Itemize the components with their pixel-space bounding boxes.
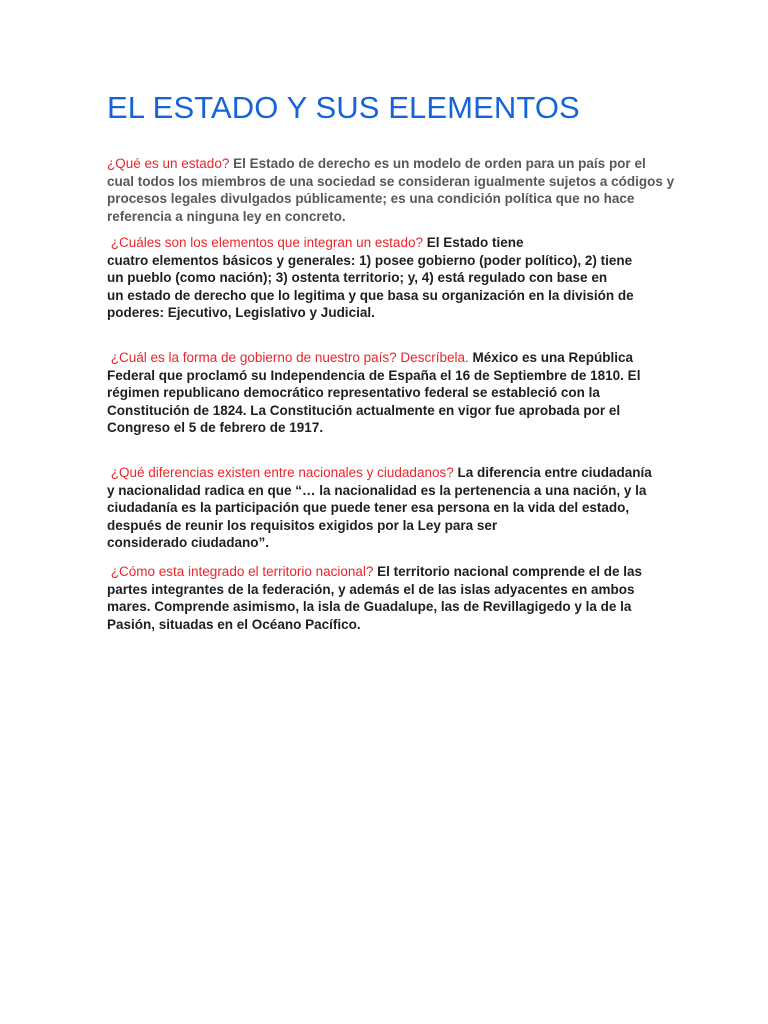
- section-answer-line: partes integrantes de la federación, y además el de las islas adyacentes en ambos: [107, 581, 635, 597]
- section-line: [107, 563, 667, 581]
- section-forma-gobierno: [107, 349, 667, 437]
- section-answer-line: Constitución de 1824. La Constitución actualmente en vigor fue aprobada por el: [107, 402, 621, 418]
- section-answer-line: El Estado de derecho es un modelo de orden para un país por el: [233, 156, 646, 171]
- section-answer-line: cual todos los miembros de una sociedad se consideran igualmente sujetos a códigos y: [107, 173, 675, 189]
- section-line: [107, 464, 667, 482]
- section-answer-line: mares. Comprende asimismo, la isla de Guadalupe, las de Revillagigedo y la de la: [107, 599, 632, 615]
- section-question: ¿Cuál es la forma de gobierno de nuestro país? Descríbela.: [110, 350, 469, 365]
- section-estado: [107, 155, 675, 225]
- section-answer-line: régimen republicano democrático representativo federal se estableció con la: [107, 385, 600, 401]
- section-answer-line: procesos legales divulgados públicamente; es una condición política que no hace: [107, 191, 635, 207]
- section-answer-line: El territorio nacional comprende el de las: [377, 564, 642, 579]
- section-elementos: [107, 234, 667, 322]
- section-answer-line: un pueblo (como nación); 3) ostenta territorio; y, 4) está regulado con base en: [107, 270, 608, 286]
- section-nacionales-ciudadanos: [107, 464, 667, 552]
- section-answer-line: La diferencia entre ciudadanía: [457, 465, 652, 480]
- section-question: ¿Cuáles son los elementos que integran un estado?: [110, 235, 423, 250]
- section-answer-line: Congreso el 5 de febrero de 1917.: [107, 420, 324, 436]
- section-answer-line: Pasión, situadas en el Océano Pacífico.: [107, 616, 361, 632]
- section-answer-line: considerado ciudadano”.: [107, 535, 270, 551]
- section-answer-line: después de reunir los requisitos exigidos por la Ley para ser: [107, 517, 498, 533]
- section-line: [107, 349, 667, 367]
- section-answer-line: cuatro elementos básicos y generales: 1) posee gobierno (poder político), 2) tiene: [107, 252, 633, 268]
- section-question: ¿Qué es un estado?: [107, 156, 230, 171]
- section-answer-line: un estado de derecho que lo legitima y que basa su organización en la división de: [107, 287, 634, 303]
- section-answer-line: referencia a ninguna ley en concreto.: [107, 208, 346, 224]
- section-question: ¿Cómo esta integrado el territorio nacional?: [110, 564, 374, 579]
- section-line: [107, 234, 667, 252]
- section-territorio: [107, 563, 667, 633]
- section-answer-line: ciudadanía es la participación que puede tener esa persona en la vida del estado,: [107, 500, 630, 516]
- section-line: [107, 155, 667, 173]
- section-answer-line: Federal que proclamó su Independencia de España el 16 de Septiembre de 1810. El: [107, 367, 641, 383]
- section-answer-line: y nacionalidad radica en que “… la nacionalidad es la pertenencia a una nación, y la: [107, 482, 647, 498]
- document-title: EL ESTADO Y SUS ELEMENTOS: [107, 90, 580, 125]
- section-answer-line: México es una República: [472, 350, 634, 365]
- section-answer-line: El Estado tiene: [426, 235, 524, 250]
- section-question: ¿Qué diferencias existen entre nacionales y ciudadanos?: [110, 465, 454, 480]
- section-answer-line: poderes: Ejecutivo, Legislativo y Judicial.: [107, 305, 375, 321]
